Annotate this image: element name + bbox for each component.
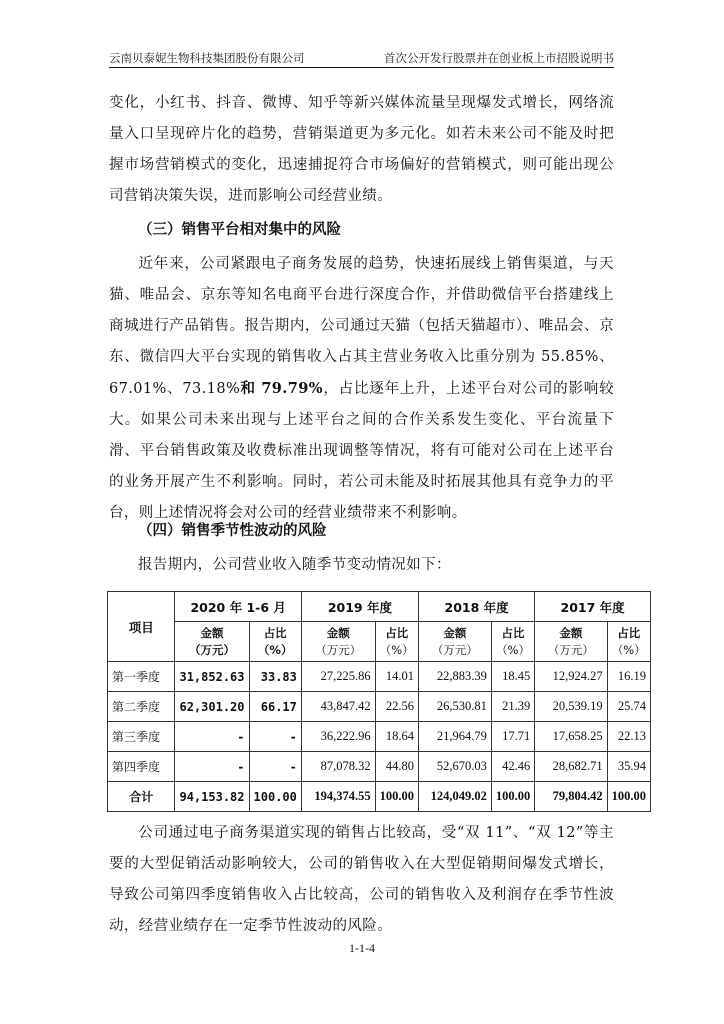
cell-amount: 43,847.42 — [301, 692, 375, 722]
section-heading-platform-risk: （三）销售平台相对集中的风险 — [138, 222, 341, 238]
period-header: 2019 年度 — [301, 592, 418, 622]
cell-amount: 26,530.81 — [418, 692, 491, 722]
row-label: 第三季度 — [108, 722, 175, 752]
cell-ratio: 14.01 — [375, 662, 418, 692]
row-label: 合计 — [108, 782, 175, 812]
cell-amount: 27,225.86 — [301, 662, 375, 692]
cell-ratio: 18.45 — [491, 662, 534, 692]
cell-amount: 28,682.71 — [535, 752, 607, 782]
platform-risk-and: 和 — [240, 380, 256, 397]
cell-amount: 12,924.27 — [535, 662, 607, 692]
cell-amount: 94,153.82 — [175, 782, 249, 812]
cell-ratio: 16.19 — [607, 662, 650, 692]
ratio-header: 占比 （%） — [249, 622, 301, 662]
ratio-header: 占比 （%） — [491, 622, 534, 662]
cell-amount: 21,964.79 — [418, 722, 491, 752]
cell-ratio: 33.83 — [249, 662, 301, 692]
cell-ratio: 66.17 — [249, 692, 301, 722]
cell-ratio: 25.74 — [607, 692, 650, 722]
row-label: 第二季度 — [108, 692, 175, 722]
cell-amount: 22,883.39 — [418, 662, 491, 692]
cell-ratio: 35.94 — [607, 752, 650, 782]
cell-amount: 87,078.32 — [301, 752, 375, 782]
table-row — [108, 662, 651, 692]
platform-risk-text-a: 近年来，公司紧跟电子商务发展的趋势，快速拓展线上销售渠道，与天猫、唯品会、京东等知名电商平台进行深度合作，并借助微信平台搭建线上商城进行产品销售。报告期内，公司通过天猫（包括天猫超市）、唯品会、京东、微信四大平台实现的销售收入占其主营业务收入比重分别为 55.85%、67.01%、73.18% — [109, 256, 614, 397]
cell-amount: 31,852.63 — [175, 662, 249, 692]
cell-amount: 194,374.55 — [301, 782, 375, 812]
period-header: 2020 年 1-6 月 — [175, 592, 301, 622]
paragraph-platform-risk — [109, 249, 614, 529]
ratio-header: 占比 （%） — [375, 622, 418, 662]
cell-ratio: - — [249, 752, 301, 782]
table-intro-text: 报告期内，公司营业收入随季节变动情况如下： — [138, 557, 451, 573]
cell-ratio: 17.71 — [491, 722, 534, 752]
header-rule — [109, 67, 614, 68]
amount-header: 金额 （万元） — [175, 622, 249, 662]
cell-amount: - — [175, 722, 249, 752]
table-row — [108, 752, 651, 782]
running-header — [109, 48, 614, 66]
cell-ratio: 100.00 — [607, 782, 650, 812]
platform-risk-text-c: ，占比逐年上升，上述平台对公司的影响较大。如果公司未来出现与上述平台之间的合作关系发生变化、平台流量下滑、平台销售政策及收费标准出现调整等情况，将有可能对公司在上述平台的业务开展产生不利影响。同时，若公司未能及时拓展其他具有竞争力的平台，则上述情况将会对公司的经营业绩带来不利影响。 — [109, 381, 614, 521]
cell-ratio: 22.13 — [607, 722, 650, 752]
cell-ratio: 100.00 — [249, 782, 301, 812]
cell-amount: 79,804.42 — [535, 782, 607, 812]
row-label: 第四季度 — [108, 752, 175, 782]
document-title: 首次公开发行股票并在创业板上市招股说明书 — [384, 51, 614, 65]
cell-ratio: 22.56 — [375, 692, 418, 722]
seasonal-conclusion-text: 公司通过电子商务渠道实现的销售占比较高，受“双 11”、“双 12”等主要的大型促销活动影响较大，公司的销售收入在大型促销期间爆发式增长，导致公司第四季度销售收入占比较高，公司的销售收入及利润存在季节性波动，经营业绩存在一定季节性波动的风险。 — [109, 825, 614, 934]
cell-ratio: - — [249, 722, 301, 752]
cell-ratio: 42.46 — [491, 752, 534, 782]
paragraph-seasonal-conclusion — [109, 818, 614, 942]
row-label: 第一季度 — [108, 662, 175, 692]
section-heading-seasonal-risk: （四）销售季节性波动的风险 — [138, 523, 327, 539]
cell-amount: 17,658.25 — [535, 722, 607, 752]
period-header: 2018 年度 — [418, 592, 534, 622]
company-name: 云南贝泰妮生物科技集团股份有限公司 — [109, 51, 305, 65]
cell-amount: 36,222.96 — [301, 722, 375, 752]
platform-risk-pct: 79.79% — [261, 380, 323, 397]
table-total-row — [108, 782, 651, 812]
period-header: 2017 年度 — [535, 592, 651, 622]
cell-ratio: 18.64 — [375, 722, 418, 752]
ratio-header: 占比 （%） — [607, 622, 650, 662]
cell-amount: 52,670.03 — [418, 752, 491, 782]
cell-ratio: 21.39 — [491, 692, 534, 722]
table-row — [108, 692, 651, 722]
cell-amount: 62,301.20 — [175, 692, 249, 722]
paragraph-marketing-risk: 变化，小红书、抖音、微博、知乎等新兴媒体流量呈现爆发式增长，网络流量入口呈现碎片化的趋势，营销渠道更为多元化。如若未来公司不能及时把握市场营销模式的变化，迅速捕捉符合市场偏好的营销模式，则可能出现公司营销决策失误，进而影响公司经营业绩。 — [109, 95, 614, 204]
seasonal-revenue-table — [107, 591, 651, 812]
table-row — [108, 722, 651, 752]
amount-header: 金额 （万元） — [535, 622, 607, 662]
cell-amount: 124,049.02 — [418, 782, 491, 812]
cell-ratio: 100.00 — [491, 782, 534, 812]
page-number: 1-1-4 — [349, 941, 375, 955]
amount-header: 金额 （万元） — [301, 622, 375, 662]
cell-ratio: 100.00 — [375, 782, 418, 812]
cell-amount: 20,539.19 — [535, 692, 607, 722]
amount-header: 金额 （万元） — [418, 622, 491, 662]
item-header: 项目 — [108, 592, 175, 662]
cell-amount: - — [175, 752, 249, 782]
cell-ratio: 44.80 — [375, 752, 418, 782]
paragraph-table-intro — [109, 550, 614, 581]
